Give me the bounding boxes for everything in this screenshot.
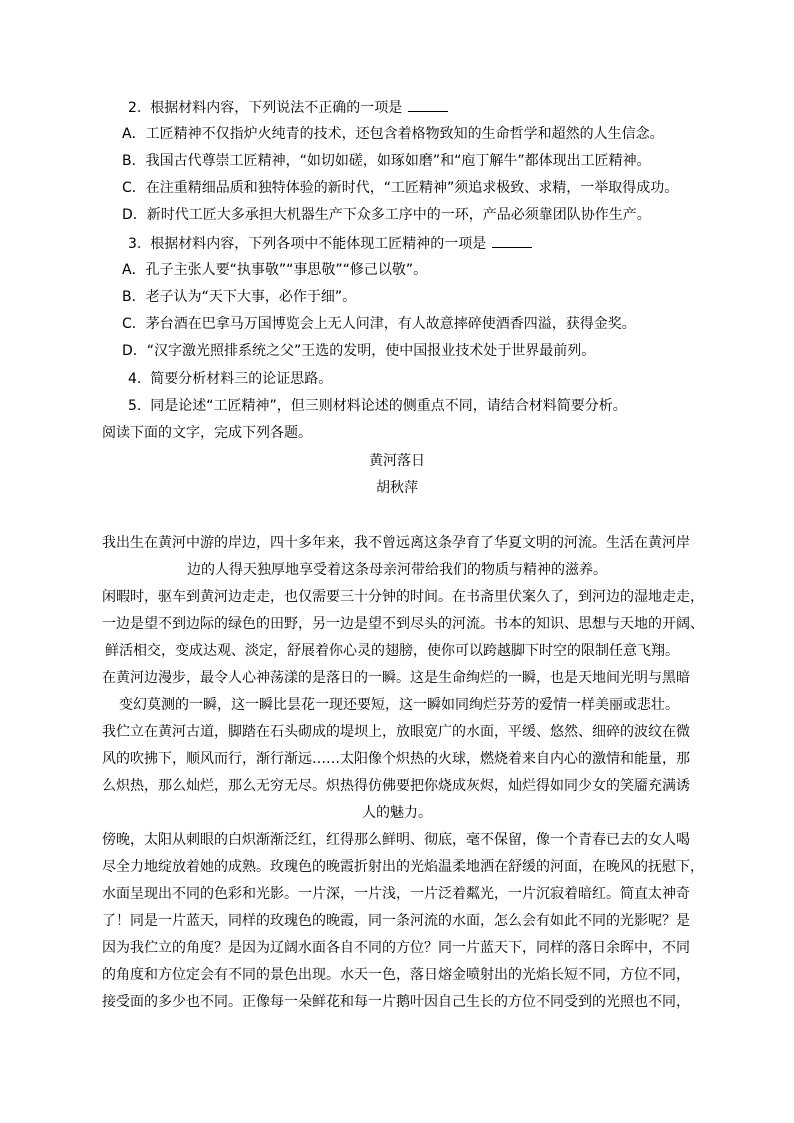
question-2-option-c: C．在注重精细品质和独特体验的新时代，“工匠精神”须追求极致、求精，一举取得成功。 [122,180,679,196]
article-line: 鲜活相交，变成达观、淡定，舒展着你心灵的翅膀，使你可以跨越脚下时空的限制任意飞翔。 [105,643,679,659]
question-2-option-d: D．新时代工匠大多承担大机器生产下众多工序中的一环，产品必须靠团队协作生产。 [122,207,651,223]
article-line: 变幻莫测的一瞬，这一瞬比昙花一现还要短，这一瞬如同绚烂芬芳的爱情一样美丽或悲壮。 [119,697,679,713]
question-3-option-b: B．老子认为“天下大事，必作于细”。 [122,289,357,305]
article-line: 边的人得天独厚地享受着这条母亲河带给我们的物质与精神的滋养。 [187,562,607,578]
question-3-text: 3. 根据材料内容，下列各项中不能体现工匠精神的一项是 [128,236,487,252]
article-line: 人的魅力。 [362,805,432,821]
article-line: 我出生在黄河中游的岸边，四十多年来，我不曾远离这条孕育了华夏文明的河流。生活在黄河岸 [102,535,690,551]
article-line: 么炽热，那么灿烂，那么无穷无尽。炽热得仿佛要把你烧成灰烬，灿烂得如同少女的笑靥充满诱 [102,778,690,794]
reading-instruction: 阅读下面的文字，完成下列各题。 [102,425,312,441]
article-line: 一边是望不到边际的绿色的田野，另一边是望不到尽头的河流。书本的知识、思想与天地的开阔、 [102,616,704,632]
question-4: 4. 简要分析材料三的论证思路。 [128,371,333,387]
answer-blank [408,97,448,112]
answer-blank [492,233,532,248]
article-line: 我伫立在黄河古道，脚踏在石头砌成的堤坝上，放眼宽广的水面，平缓、悠然、细碎的波纹在微 [102,724,690,740]
article-line: 水面呈现出不同的色彩和光影。一片深，一片浅，一片泛着粼光，一片沉寂着暗红。简直太神奇 [102,886,690,902]
question-3-option-a: A．孔子主张人要“执事敬”“事思敬”“修己以敬”。 [122,262,428,278]
article-line: 了！同是一片蓝天，同样的玫瑰色的晚霞，同一条河流的水面，怎么会有如此不同的光影呢？是 [102,913,690,929]
article-line: 的角度和方位定会有不同的景色出现。水天一色，落日熔金喷射出的光焰长短不同，方位不同， [102,967,690,983]
question-2-option-b: B．我国古代尊崇工匠精神，“如切如磋，如琢如磨”和“庖丁解牛”都体现出工匠精神。 [122,153,651,169]
article-title: 黄河落日 [369,453,425,469]
article-line: 尽全力地绽放着她的成熟。玫瑰色的晚霞折射出的光焰温柔地洒在舒缓的河面，在晚风的抚慰下， [102,859,704,875]
question-3-option-c: C．茅台酒在巴拿马万国博览会上无人问津，有人故意摔碎使酒香四溢，获得金奖。 [122,316,636,332]
question-2-text: 2. 根据材料内容，下列说法不正确的一项是 [128,100,403,116]
article-line: 闲暇时，驱车到黄河边走走，也仅需要三十分钟的时间。在书斋里伏案久了，到河边的湿地走走， [102,589,704,605]
article-line: 傍晚，太阳从刺眼的白炽渐渐泛红，红得那么鲜明、彻底，毫不保留，像一个青春已去的女人喝 [102,832,690,848]
article-author: 胡秋萍 [376,480,418,496]
article-line: 因为我伫立的角度？是因为辽阔水面各自不同的方位？同一片蓝天下，同样的落日余晖中，不同 [102,940,690,956]
question-2-option-a: A．工匠精神不仅指炉火纯青的技术，还包含着格物致知的生命哲学和超然的人生信念。 [122,126,664,142]
article-line: 接受面的多少也不同。正像每一朵鲜花和每一片鹅叶因自己生长的方位不同受到的光照也不同， [102,994,690,1010]
article-line: 在黄河边漫步，最令人心神荡漾的是落日的一瞬。这是生命绚烂的一瞬，也是天地间光明与黑暗 [102,670,690,686]
question-3-stem [128,233,532,254]
question-3-option-d: D．“汉字激光照排系统之父”王选的发明，使中国报业技术处于世界最前列。 [122,343,596,359]
question-5: 5. 同是论述“工匠精神”，但三则材料论述的侧重点不同，请结合材料简要分析。 [128,398,627,414]
question-2-stem [128,97,448,118]
article-line: 风的吹拂下，顺风而行，渐行渐远……太阳像个炽热的火球，燃烧着来自内心的激情和能量，那 [102,751,690,767]
